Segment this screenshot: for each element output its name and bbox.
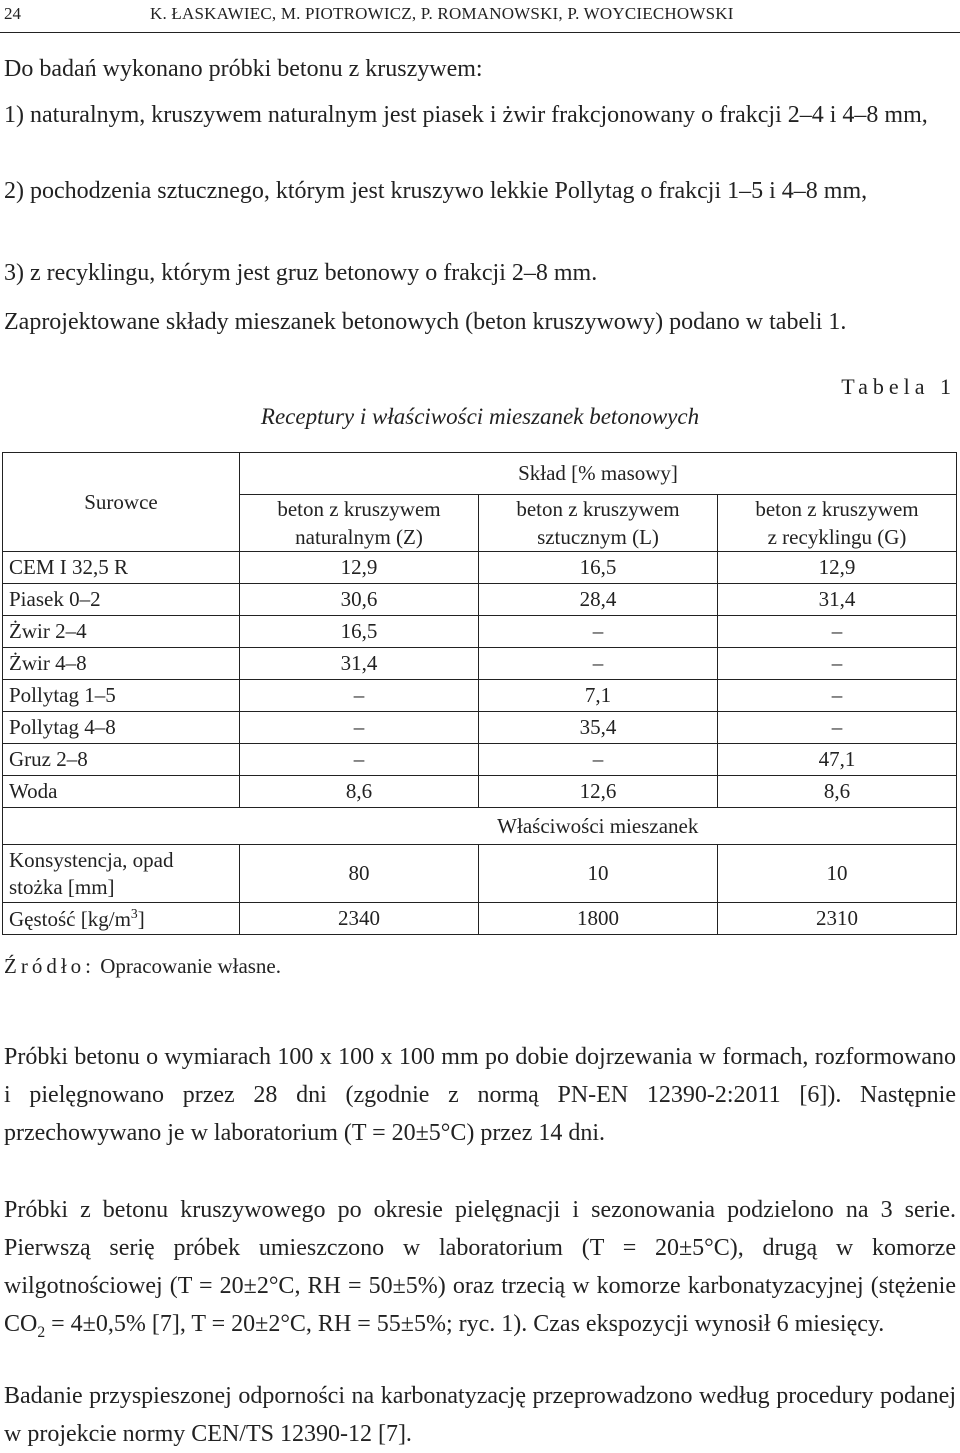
intro-item-3: 3) z recyklingu, którym jest gruz betonowy o frakcji 2–8 mm.	[4, 260, 598, 286]
mix-design-table	[2, 452, 957, 935]
row-label: Żwir 4–8	[3, 648, 240, 680]
table-number: Tabela 1	[841, 374, 956, 399]
col-header-z	[240, 495, 479, 552]
table-row	[3, 903, 957, 935]
running-authors: K. ŁASKAWIEC, M. PIOTROWICZ, P. ROMANOWSKI, P. WOYCIECHOWSKI	[150, 4, 734, 23]
header-rule	[0, 32, 960, 33]
col-header-surowce: Surowce	[3, 453, 240, 552]
cell-z: 12,9	[240, 552, 479, 584]
col-header-g-line1: beton z kruszywem	[755, 497, 919, 521]
cell-l: 28,4	[479, 584, 718, 616]
cell-z: 16,5	[240, 616, 479, 648]
table-row	[3, 712, 957, 744]
row-label: Gruz 2–8	[3, 744, 240, 776]
page-number: 24	[4, 4, 21, 23]
paragraph-2-part-a: Próbki z betonu kruszywowego po okresie pielęgnacji i sezonowania podzielono na 3 serie. Pierwszą serię próbek umieszczono w laboratorium (T = 20±5°C), drugą w komorze wilgotnościowej (T = 20±2°C, RH = 50±5%) oraz trzecią w komorze karbonatyzacyjnej (stężenie CO	[4, 1197, 956, 1337]
table-row	[3, 552, 957, 584]
cell-z: –	[240, 744, 479, 776]
col-header-z-line2: naturalnym (Z)	[295, 525, 423, 549]
cell-g: –	[718, 648, 957, 680]
cell-l: 7,1	[479, 680, 718, 712]
cell-g: 47,1	[718, 744, 957, 776]
table-row	[3, 616, 957, 648]
row-label: Żwir 2–4	[3, 616, 240, 648]
cell-g: 2310	[718, 903, 957, 935]
row-label: Pollytag 4–8	[3, 712, 240, 744]
cell-z: 8,6	[240, 776, 479, 808]
table-row	[3, 845, 957, 903]
table-source-note	[4, 954, 281, 979]
col-header-l-line1: beton z kruszywem	[516, 497, 680, 521]
row-label-line2: stożka [mm]	[9, 874, 115, 899]
cell-l: 16,5	[479, 552, 718, 584]
cell-z: 30,6	[240, 584, 479, 616]
cell-l: 35,4	[479, 712, 718, 744]
table-row	[3, 584, 957, 616]
running-header	[0, 4, 960, 34]
row-label-line1: Konsystencja, opad	[9, 847, 174, 872]
group-header-sklad: Skład [% masowy]	[240, 453, 957, 495]
subscript: 2	[37, 1323, 46, 1341]
row-label-gestosc	[3, 903, 240, 935]
cell-l: 1800	[479, 903, 718, 935]
intro-item-2: 2) pochodzenia sztucznego, którym jest kruszywo lekkie Pollytag o frakcji 1–5 i 4–8 mm,	[4, 178, 868, 204]
row-label: Piasek 0–2	[3, 584, 240, 616]
col-header-z-line1: beton z kruszywem	[277, 497, 441, 521]
row-label-close: ]	[137, 906, 145, 931]
col-header-g	[718, 495, 957, 552]
table-row	[3, 648, 957, 680]
cell-g: 10	[718, 845, 957, 903]
cell-z: –	[240, 680, 479, 712]
cell-g: 31,4	[718, 584, 957, 616]
cell-g: –	[718, 616, 957, 648]
cell-g: –	[718, 712, 957, 744]
cell-l: 10	[479, 845, 718, 903]
source-label: Źródło:	[4, 954, 95, 978]
table-row	[3, 744, 957, 776]
cell-z: 80	[240, 845, 479, 903]
row-label: Woda	[3, 776, 240, 808]
col-header-l	[479, 495, 718, 552]
properties-spacer	[3, 808, 240, 845]
paragraph-1: Próbki betonu o wymiarach 100 x 100 x 100 mm po dobie dojrzewania w formach, rozformowano i pielęgnowano przez 28 dni (zgodnie z normą PN-EN 12390-2:2011 [6]). Następnie przechowywano je w laboratorium (T = 20±5°C) przez 14 dni.	[4, 1044, 956, 1146]
cell-z: 31,4	[240, 648, 479, 680]
row-label: CEM I 32,5 R	[3, 552, 240, 584]
cell-z: 2340	[240, 903, 479, 935]
cell-l: –	[479, 648, 718, 680]
properties-header: Właściwości mieszanek	[240, 808, 957, 845]
cell-l: 12,6	[479, 776, 718, 808]
table-row	[3, 680, 957, 712]
paragraph-2-part-b: = 4±0,5% [7], T = 20±2°C, RH = 55±5%; ryc. 1). Czas ekspozycji wynosił 6 miesięcy.	[45, 1311, 885, 1337]
table-caption: Receptury i właściwości mieszanek betonowych	[260, 404, 700, 429]
cell-l: –	[479, 616, 718, 648]
cell-g: 12,9	[718, 552, 957, 584]
superscript: 3	[130, 905, 138, 921]
cell-l: –	[479, 744, 718, 776]
row-label-text: Gęstość [kg/m	[9, 906, 131, 931]
intro-lead: Do badań wykonano próbki betonu z kruszywem:	[4, 56, 483, 82]
table-row	[3, 776, 957, 808]
col-header-l-line2: sztucznym (L)	[537, 525, 659, 549]
intro-summary: Zaprojektowane składy mieszanek betonowych (beton kruszywowy) podano w tabeli 1.	[4, 309, 847, 335]
cell-z: –	[240, 712, 479, 744]
intro-item-1: 1) naturalnym, kruszywem naturalnym jest piasek i żwir frakcjonowany o frakcji 2–4 i 4–8 mm,	[4, 102, 928, 128]
cell-g: –	[718, 680, 957, 712]
row-label: Pollytag 1–5	[3, 680, 240, 712]
col-header-g-line2: z recyklingu (G)	[767, 525, 907, 549]
paragraph-3: Badanie przyspieszonej odporności na karbonatyzację przeprowadzono według procedury podanej w projekcie normy CEN/TS 12390-12 [7].	[4, 1383, 956, 1447]
source-text: Opracowanie własne.	[95, 954, 282, 978]
row-label-konsystencja	[3, 845, 240, 903]
cell-g: 8,6	[718, 776, 957, 808]
paragraph-2	[4, 1191, 956, 1352]
